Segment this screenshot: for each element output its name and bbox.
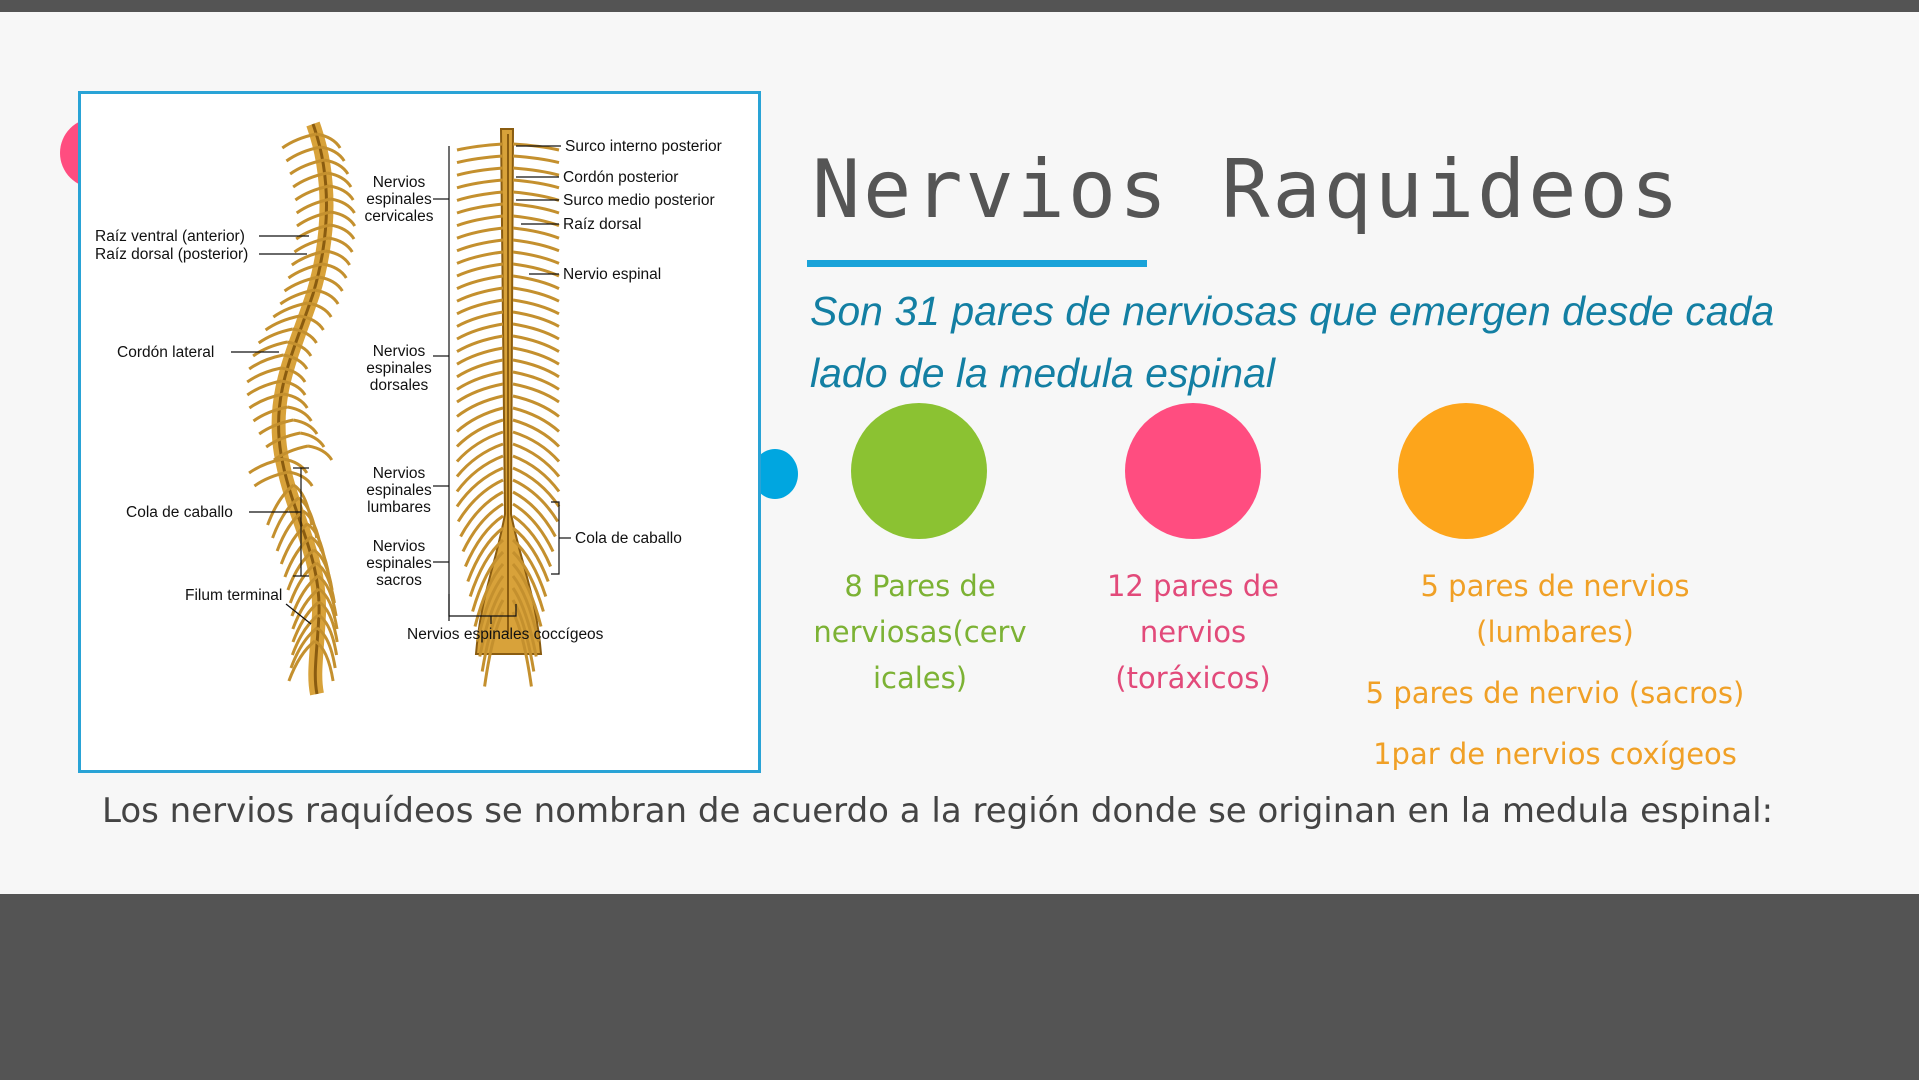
sacral-caption-line: 5 pares de nervio (sacros) — [1365, 676, 1745, 710]
label-sacros-1: Nervios — [372, 538, 426, 555]
posterior-nerve-root — [513, 240, 559, 251]
label-lumbares-2: espinales — [366, 482, 432, 499]
side-nerve-root — [331, 199, 355, 213]
posterior-nerve-root — [457, 204, 503, 213]
slide — [0, 12, 1919, 894]
label-sacros-3: sacros — [376, 572, 422, 589]
posterior-nerve-root — [457, 264, 503, 276]
cervical-caption-line-3: icales) — [872, 661, 968, 695]
slide-subtitle: Son 31 pares de nerviosas que emergen desde cada lado de la medula espinal — [810, 288, 1775, 396]
side-nerve-root — [300, 433, 324, 447]
posterior-nerve-root — [513, 156, 559, 163]
posterior-nerve-root — [457, 168, 503, 175]
posterior-nerve-root — [457, 456, 503, 492]
cervical-caption — [800, 563, 1040, 701]
posterior-nerve-root — [457, 276, 503, 289]
side-nerve-root — [330, 225, 354, 239]
posterior-nerve-root — [513, 288, 559, 301]
label-cordon-lateral: Cordón lateral — [117, 344, 215, 361]
posterior-nerve-root — [457, 288, 503, 301]
posterior-nerve-root — [457, 228, 503, 238]
label-surco-interno: Surco interno posterior — [565, 138, 722, 155]
posterior-nerve-root — [513, 456, 559, 492]
label-cervicales-1: Nervios — [372, 174, 426, 191]
label-coccigeos: Nervios espinales coccígeos — [407, 626, 604, 643]
label-cordon-posterior: Cordón posterior — [563, 169, 679, 186]
thoracic-caption — [1080, 563, 1306, 701]
coccygeal-caption-line: 1par de nervios coxígeos — [1373, 737, 1737, 771]
label-raiz-dorsal-left: Raíz dorsal (posterior) — [95, 246, 249, 263]
cervical-caption-line-2: nerviosas(cerv — [813, 615, 1027, 649]
label-cola-caballo-right: Cola de caballo — [575, 530, 682, 547]
thoracic-caption-line-3: (toráxicos) — [1115, 661, 1271, 695]
top-frame-bar — [0, 0, 1919, 12]
posterior-nerve-root — [513, 252, 559, 263]
label-dorsales-group — [366, 343, 432, 394]
lumbar-sacral-caption — [1320, 563, 1790, 777]
posterior-nerve-root — [457, 240, 503, 251]
slide-body-text: Los nervios raquídeos se nombran de acuerdo a la región donde se originan en la medula espinal: — [102, 791, 1774, 831]
lumbar-caption-line-1: 5 pares de nervios — [1420, 569, 1690, 603]
label-lumbares-1: Nervios — [372, 465, 426, 482]
label-cervicales-3: cervicales — [364, 208, 434, 225]
posterior-nerve-root — [457, 252, 503, 263]
posterior-nerve-root — [513, 168, 559, 175]
posterior-nerve-root — [461, 492, 503, 537]
side-nerve-root — [249, 355, 283, 369]
posterior-nerve-root — [457, 192, 503, 200]
title-underline — [807, 260, 1147, 267]
side-nerve-root — [287, 407, 311, 421]
slide-title: Nervios Raquideos — [812, 143, 1682, 236]
thoracic-caption-line-2: nervios — [1139, 615, 1247, 649]
label-cervicales-group — [365, 174, 434, 225]
side-nerve-root — [247, 368, 281, 382]
label-sacros-group — [366, 538, 432, 589]
posterior-nerve-root — [457, 468, 503, 507]
label-cola-caballo-left: Cola de caballo — [126, 504, 233, 521]
posterior-nerve-root — [513, 480, 558, 522]
cervical-circle — [851, 403, 987, 539]
side-nerve-root — [326, 251, 350, 265]
label-lumbares-3: lumbares — [367, 499, 431, 516]
posterior-nerve-root — [513, 276, 559, 289]
side-nerve-root — [328, 238, 352, 252]
label-nervio-espinal: Nervio espinal — [563, 266, 662, 283]
label-raiz-ventral: Raíz ventral (anterior) — [95, 228, 245, 245]
thoracic-caption-line-1: 12 pares de — [1106, 569, 1279, 603]
side-nerve-root — [308, 446, 332, 460]
cervical-caption-line-1: 8 Pares de — [844, 569, 996, 603]
thoracic-circle — [1125, 403, 1261, 539]
spinal-cord-diagram — [81, 94, 758, 770]
posterior-nerve-root — [513, 492, 555, 537]
label-surco-medio: Surco medio posterior — [563, 192, 715, 209]
side-nerve-root — [331, 212, 355, 226]
posterior-nerve-root — [513, 204, 559, 213]
posterior-nerve-root — [457, 156, 503, 163]
lumbar-sacral-circle — [1398, 403, 1534, 539]
posterior-nerve-root — [457, 180, 503, 188]
label-dorsales-2: espinales — [366, 360, 432, 377]
label-dorsales-1: Nervios — [372, 343, 426, 360]
posterior-nerve-root — [513, 192, 559, 200]
side-nerve-root — [293, 420, 317, 434]
posterior-nerve-root — [458, 480, 503, 522]
posterior-nerve-root — [513, 468, 559, 507]
label-dorsales-3: dorsales — [369, 377, 429, 394]
label-lumbares-group — [366, 465, 432, 516]
spinal-cord-figure — [78, 91, 761, 773]
posterior-nerve-root — [513, 144, 559, 150]
lumbar-caption-line-2: (lumbares) — [1476, 615, 1634, 649]
label-cervicales-2: espinales — [366, 191, 432, 208]
posterior-nerve-root — [457, 144, 503, 150]
bottom-frame-bar — [0, 894, 1919, 1080]
posterior-nerve-root — [513, 228, 559, 238]
label-raiz-dorsal: Raíz dorsal — [563, 216, 642, 233]
posterior-nerve-root — [513, 180, 559, 188]
label-sacros-2: espinales — [366, 555, 432, 572]
label-filum-terminal: Filum terminal — [185, 587, 283, 604]
posterior-nerve-root — [457, 216, 503, 226]
